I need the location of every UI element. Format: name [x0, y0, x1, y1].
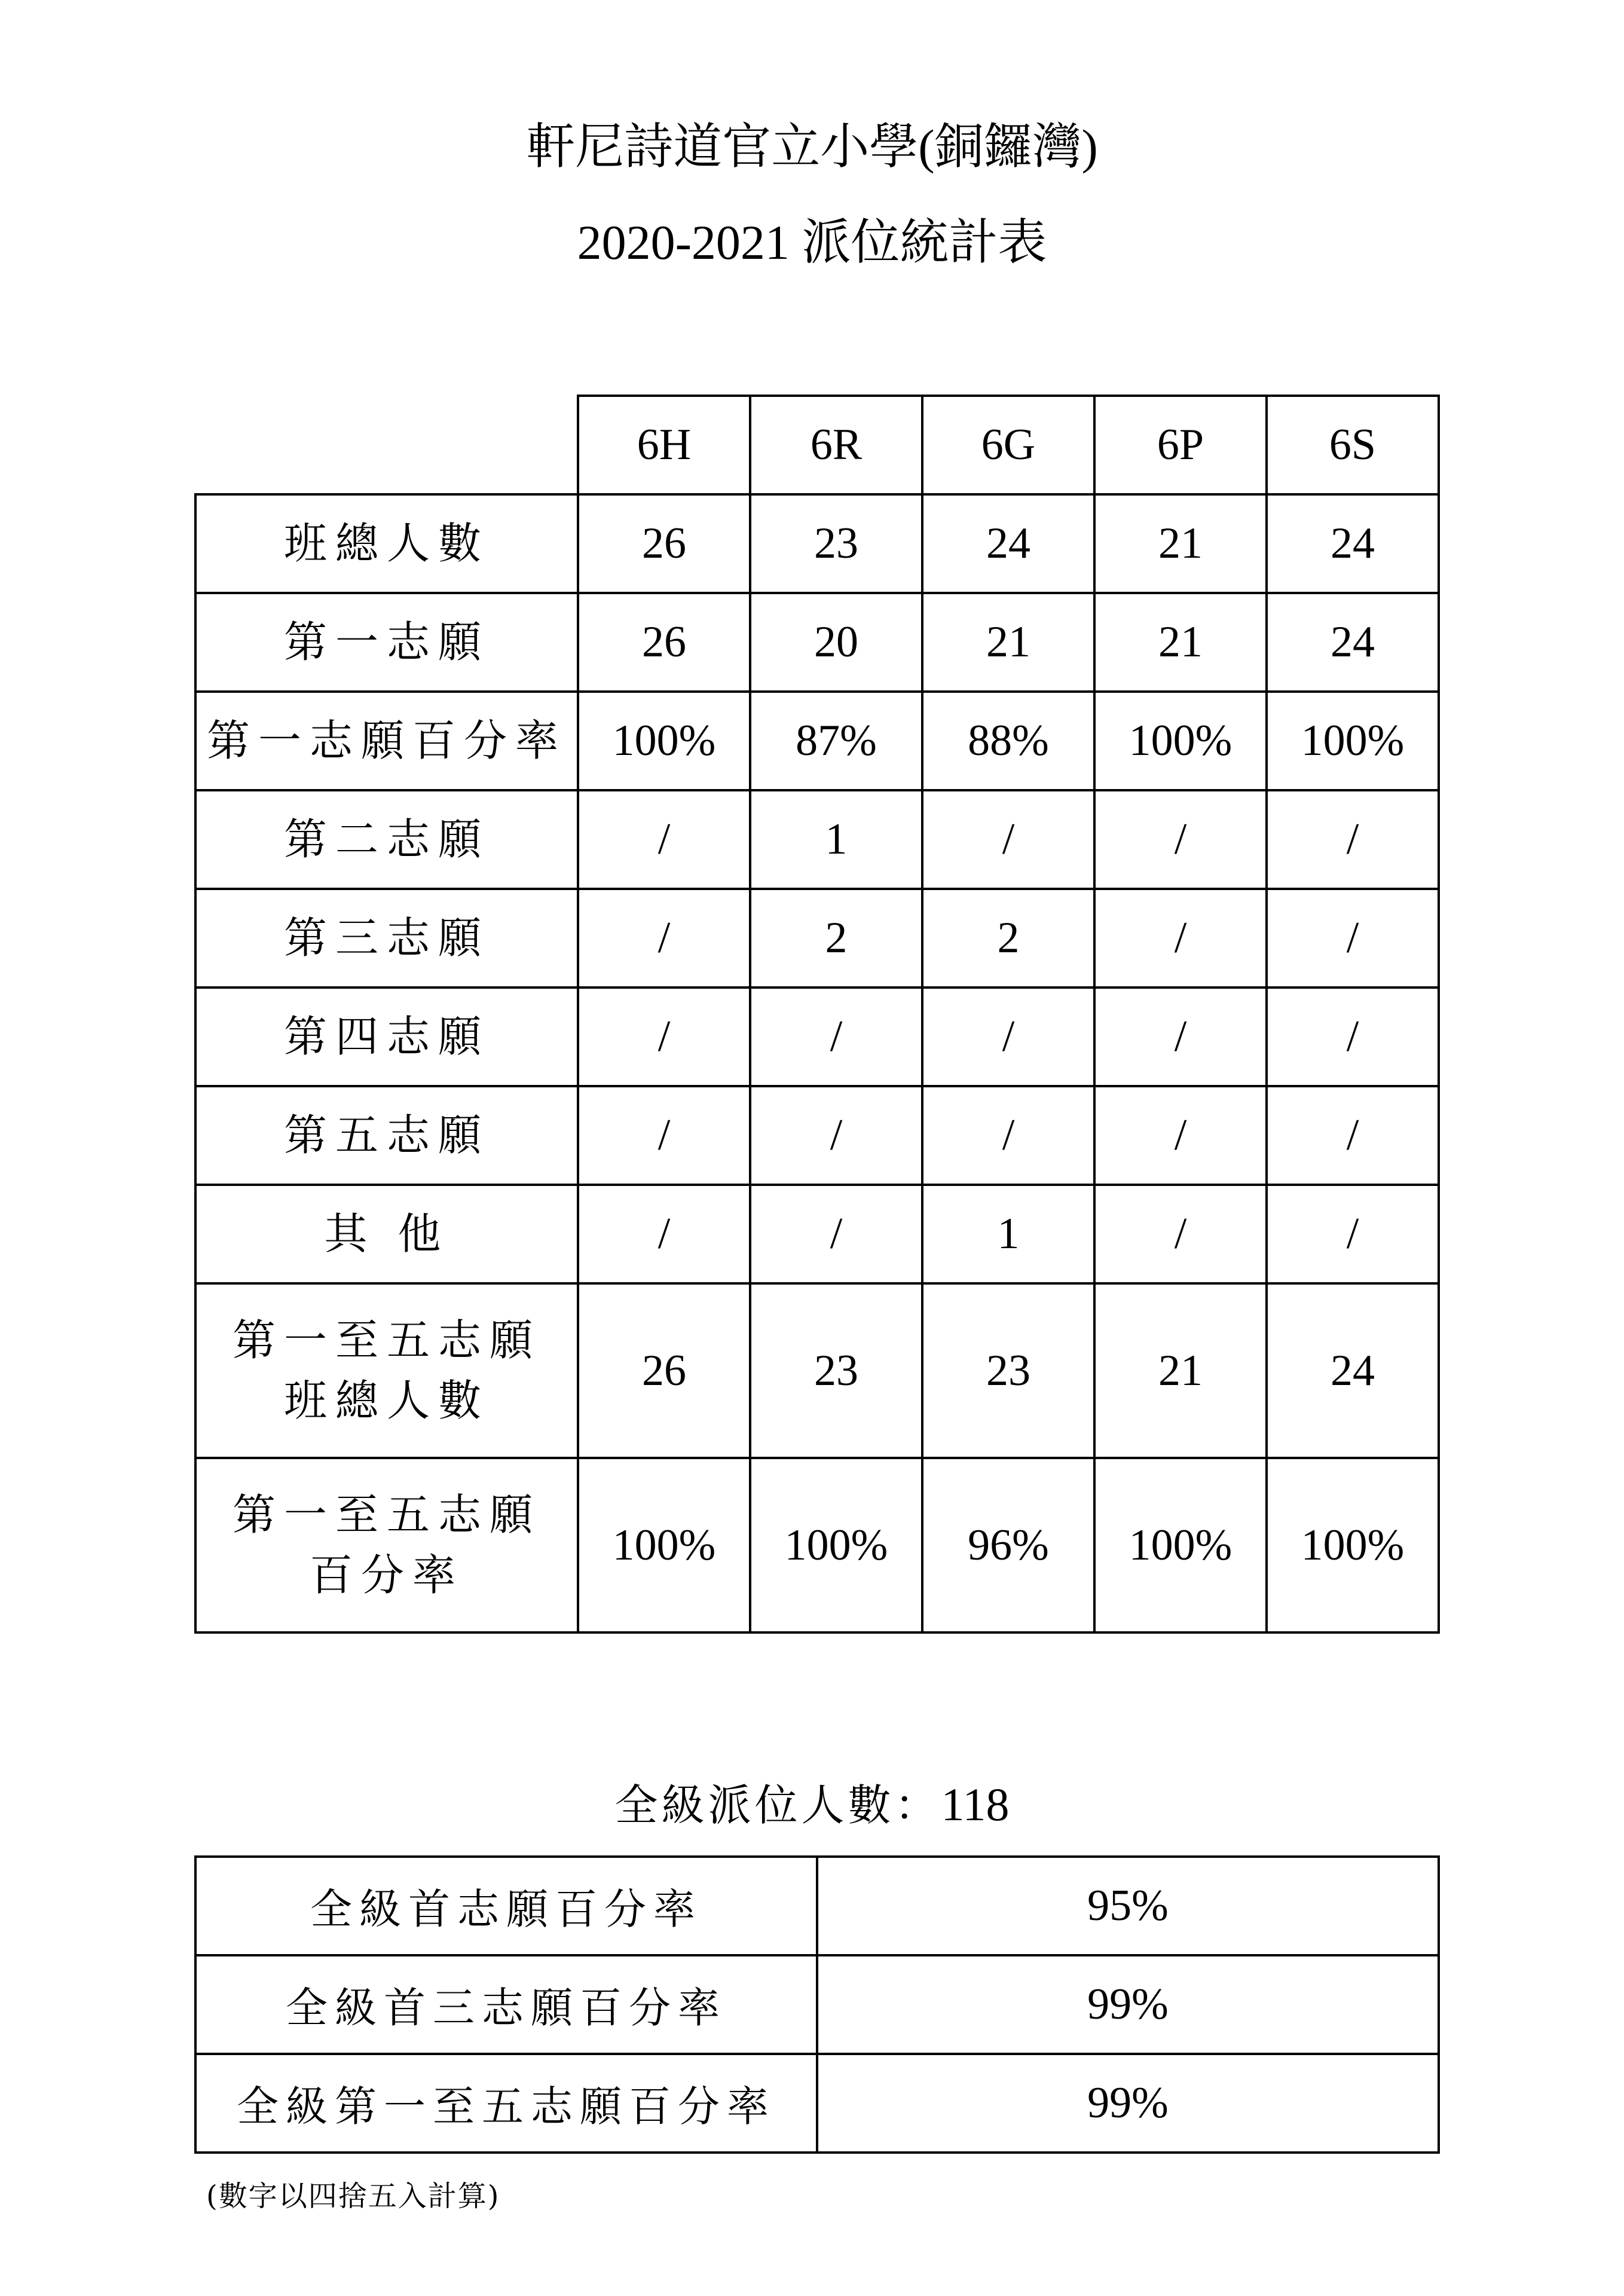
report-title: 2020-2021 派位統計表	[577, 215, 1047, 270]
row-label: 第四志願	[195, 988, 578, 1086]
table-row	[195, 1283, 1439, 1458]
row-label: 第一志願百分率	[195, 692, 578, 790]
row-label: 第五志願	[195, 1086, 578, 1185]
table-row	[195, 1086, 1439, 1185]
summary-table	[194, 1855, 1440, 2154]
table-cell: 23	[922, 1283, 1094, 1458]
table-cell: 24	[1267, 494, 1439, 593]
school-name: 軒尼詩道官立小學(銅鑼灣)	[526, 120, 1098, 174]
table-cell: 23	[750, 494, 922, 593]
table-cell: /	[1094, 889, 1267, 988]
table-row	[195, 1185, 1439, 1283]
column-header: 6S	[1267, 396, 1439, 494]
table-cell: 100%	[578, 1458, 750, 1632]
table-cell: /	[922, 1086, 1094, 1185]
table-cell: /	[578, 1086, 750, 1185]
table-cell: 88%	[922, 692, 1094, 790]
table-cell: 21	[1094, 593, 1267, 692]
summary-label: 全級首志願百分率	[195, 1857, 817, 1955]
row-label: 第二志願	[195, 790, 578, 889]
table-cell: /	[1267, 1086, 1439, 1185]
column-header: 6R	[750, 396, 922, 494]
table-cell: 24	[1267, 1283, 1439, 1458]
table-cell: /	[750, 1185, 922, 1283]
table-cell: 87%	[750, 692, 922, 790]
table-row	[195, 593, 1439, 692]
table-cell: 24	[1267, 593, 1439, 692]
table-cell: /	[578, 1185, 750, 1283]
table-cell: /	[1267, 1185, 1439, 1283]
table-cell: 100%	[1267, 1458, 1439, 1632]
table-cell: /	[1094, 988, 1267, 1086]
row-label: 班總人數	[195, 494, 578, 593]
table-cell: /	[750, 1086, 922, 1185]
table-row	[195, 1458, 1439, 1632]
column-header: 6G	[922, 396, 1094, 494]
summary-value: 99%	[817, 2054, 1439, 2153]
table-row	[195, 988, 1439, 1086]
table-cell: /	[1267, 790, 1439, 889]
summary-label: 全級首三志願百分率	[195, 1955, 817, 2054]
table-cell: 1	[922, 1185, 1094, 1283]
summary-row	[195, 1955, 1439, 2054]
table-cell: 2	[750, 889, 922, 988]
row-label: 第一至五志願 百分率	[195, 1458, 578, 1632]
total-allocated: 118	[941, 1778, 1010, 1830]
table-cell: 2	[922, 889, 1094, 988]
table-cell: 26	[578, 593, 750, 692]
table-cell: /	[1267, 889, 1439, 988]
table-cell: /	[922, 790, 1094, 889]
table-cell: 100%	[1094, 1458, 1267, 1632]
table-cell: /	[922, 988, 1094, 1086]
table-row	[195, 494, 1439, 593]
table-cell: /	[1094, 1086, 1267, 1185]
table-cell: 26	[578, 494, 750, 593]
summary-row	[195, 1857, 1439, 1955]
summary-label: 全級第一至五志願百分率	[195, 2054, 817, 2153]
row-label: 第一至五志願 班總人數	[195, 1283, 578, 1458]
table-cell: 1	[750, 790, 922, 889]
table-cell: 100%	[578, 692, 750, 790]
corner-cell	[195, 396, 578, 494]
table-cell: /	[1267, 988, 1439, 1086]
table-cell: /	[578, 790, 750, 889]
header-row	[195, 396, 1439, 494]
column-header: 6P	[1094, 396, 1267, 494]
table-cell: 100%	[1267, 692, 1439, 790]
table-cell: /	[578, 988, 750, 1086]
table-cell: /	[1094, 1185, 1267, 1283]
table-cell: 26	[578, 1283, 750, 1458]
footnote: (數字以四捨五入計算)	[206, 2179, 500, 2213]
row-label: 其 他	[195, 1185, 578, 1283]
table-row	[195, 790, 1439, 889]
summary-row	[195, 2054, 1439, 2153]
summary-value: 95%	[817, 1857, 1439, 1955]
table-cell: 21	[1094, 494, 1267, 593]
table-cell: /	[578, 889, 750, 988]
table-cell: 24	[922, 494, 1094, 593]
table-cell: /	[1094, 790, 1267, 889]
table-row	[195, 889, 1439, 988]
column-header: 6H	[578, 396, 750, 494]
table-cell: 21	[1094, 1283, 1267, 1458]
table-cell: 20	[750, 593, 922, 692]
row-label: 第三志願	[195, 889, 578, 988]
row-label: 第一志願	[195, 593, 578, 692]
table-cell: 23	[750, 1283, 922, 1458]
table-cell: /	[750, 988, 922, 1086]
summary-value: 99%	[817, 1955, 1439, 2054]
table-cell: 96%	[922, 1458, 1094, 1632]
summary-heading: 全級派位人數：118	[614, 1778, 1010, 1830]
table-cell: 100%	[750, 1458, 922, 1632]
table-row	[195, 692, 1439, 790]
table-cell: 100%	[1094, 692, 1267, 790]
allocation-table	[194, 395, 1440, 1634]
table-cell: 21	[922, 593, 1094, 692]
